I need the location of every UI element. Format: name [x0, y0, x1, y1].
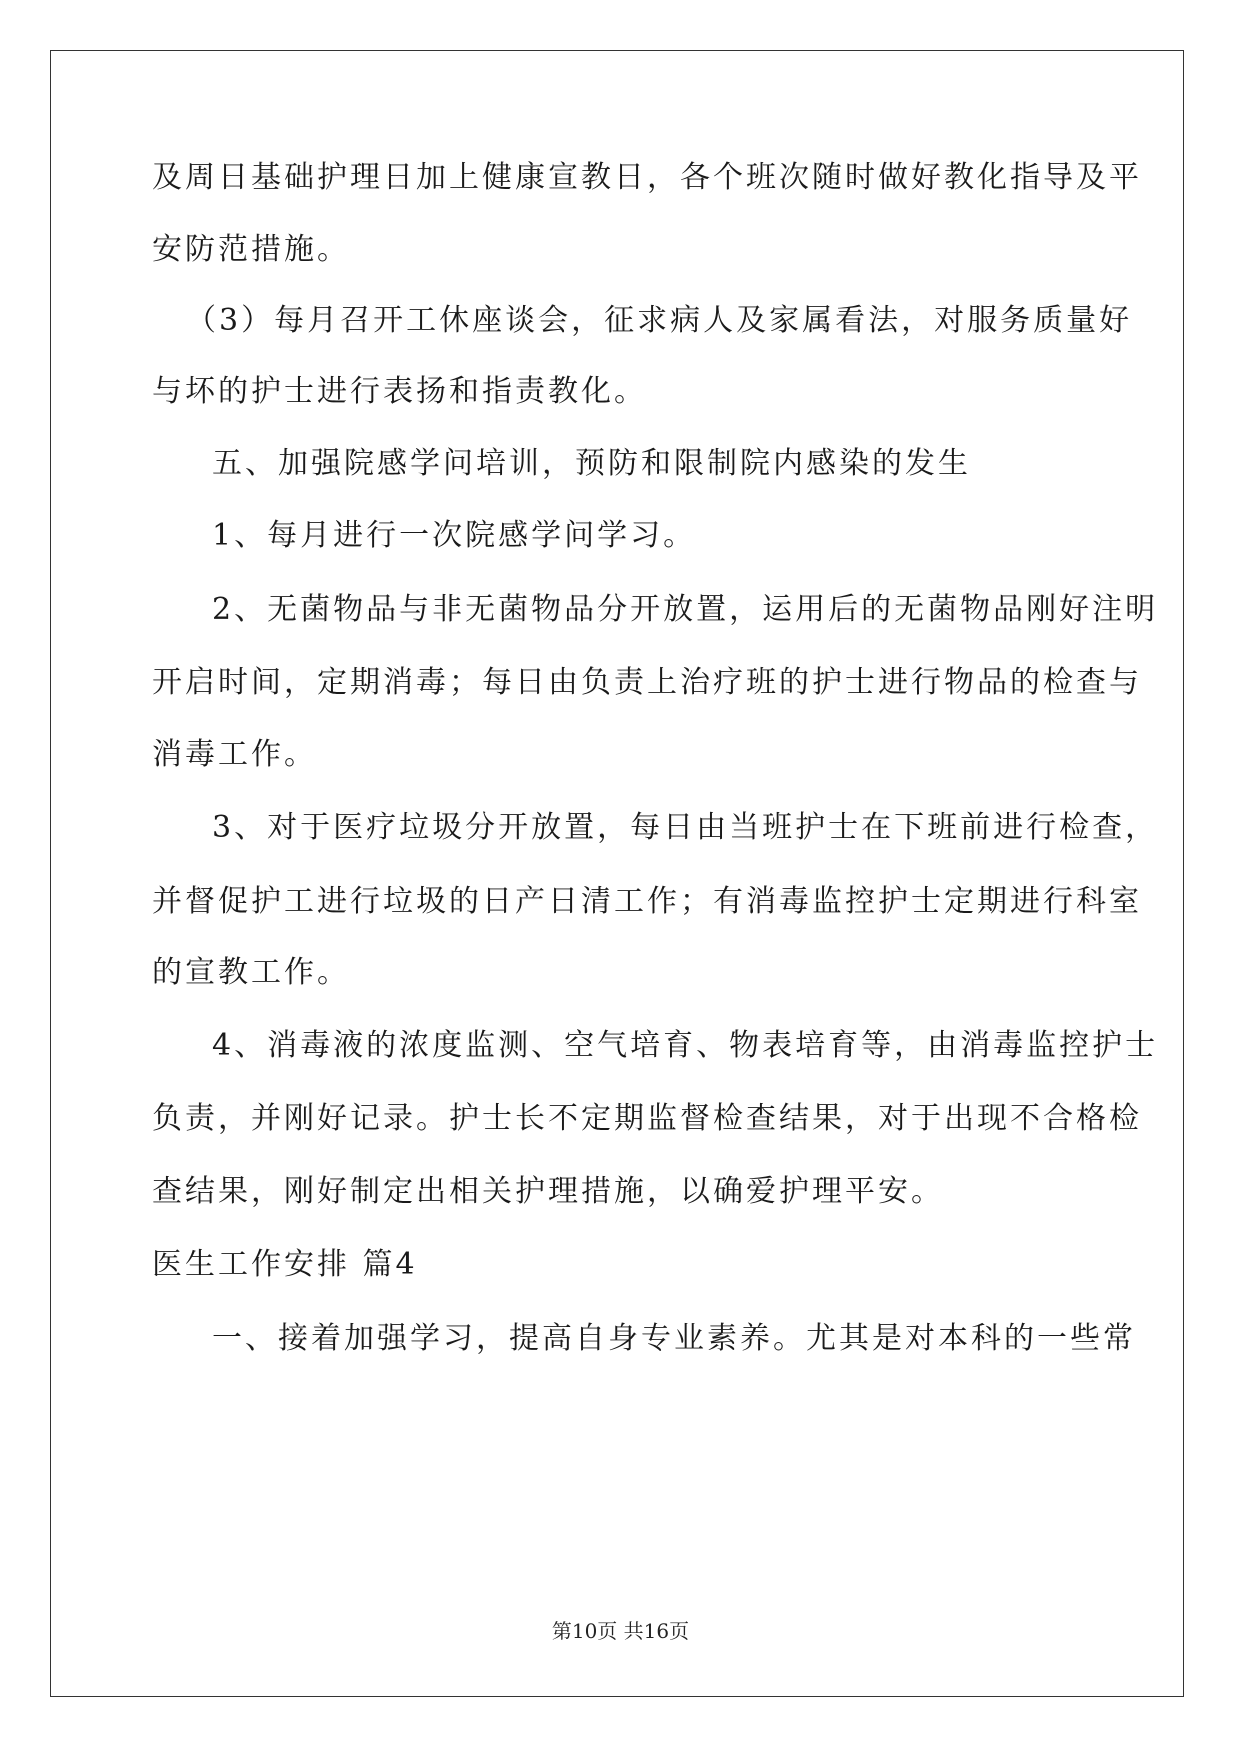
text-line: （3）每月召开工休座谈会，征求病人及家属看法，对服务质量好: [186, 303, 1133, 338]
text-line: 4、消毒液的浓度监测、空气培育、物表培育等，由消毒监控护士: [212, 1028, 1159, 1063]
text-line: 及周日基础护理日加上健康宣教日，各个班次随时做好教化指导及平: [152, 160, 1142, 195]
page-border: [50, 50, 1184, 1697]
text-line: 查结果，刚好制定出相关护理措施，以确爱护理平安。: [152, 1174, 944, 1209]
page-number: 第10页 共16页: [551, 1619, 690, 1643]
text-line: 开启时间，定期消毒；每日由负责上治疗班的护士进行物品的检查与: [152, 665, 1142, 700]
text-line: 负责，并刚好记录。护士长不定期监督检查结果，对于出现不合格检: [152, 1101, 1142, 1136]
section-heading: 五、加强院感学问培训，预防和限制院内感染的发生: [212, 446, 971, 481]
text-line: 一、接着加强学习，提高自身专业素养。尤其是对本科的一些常: [212, 1321, 1136, 1356]
text-line: 并督促护工进行垃圾的日产日清工作；有消毒监控护士定期进行科室: [152, 884, 1142, 919]
text-line: 1、每月进行一次院感学问学习。: [212, 518, 697, 553]
text-line: 2、无菌物品与非无菌物品分开放置，运用后的无菌物品刚好注明: [212, 592, 1159, 627]
text-line: 安防范措施。: [152, 232, 350, 267]
text-line: 消毒工作。: [152, 737, 317, 772]
text-line: 与坏的护士进行表扬和指责教化。: [152, 374, 647, 409]
text-line: 的宣教工作。: [152, 955, 350, 990]
section-title: 医生工作安排 篇4: [152, 1247, 418, 1282]
text-line: 3、对于医疗垃圾分开放置，每日由当班护士在下班前进行检查，: [212, 810, 1159, 845]
